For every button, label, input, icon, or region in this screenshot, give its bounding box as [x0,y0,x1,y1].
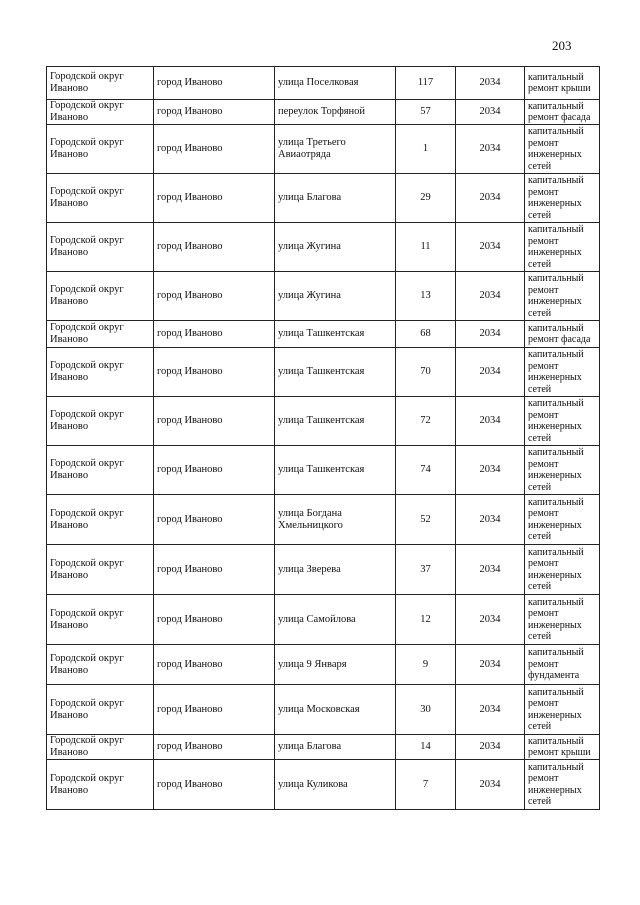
table-row [47,100,600,125]
house-number-cell: 74 [396,446,456,495]
city-cell: город Иваново [154,67,275,100]
street-cell: улица Поселковая [275,67,396,100]
table-row [47,735,600,760]
street-cell: улица Куликова [275,760,396,810]
city-cell: город Иваново [154,760,275,810]
city-cell: город Иваново [154,595,275,645]
city-cell: город Иваново [154,545,275,595]
district-cell: Городской округ Иваново [47,735,154,760]
work-type-cell: капитальный ремонт фасада [525,321,600,348]
city-cell: город Иваново [154,348,275,397]
district-cell: Городской округ Иваново [47,100,154,125]
house-number-cell: 37 [396,545,456,595]
house-number-cell: 29 [396,174,456,223]
year-cell: 2034 [456,223,525,272]
street-cell: улица Зверева [275,545,396,595]
work-type-cell: капитальный ремонт инженерных сетей [525,685,600,735]
table-row [47,595,600,645]
year-cell: 2034 [456,595,525,645]
table-row [47,348,600,397]
district-cell: Городской округ Иваново [47,67,154,100]
street-cell: улица Благова [275,735,396,760]
city-cell: город Иваново [154,272,275,321]
street-cell: улица Ташкентская [275,446,396,495]
work-type-cell: капитальный ремонт инженерных сетей [525,760,600,810]
work-type-cell: капитальный ремонт инженерных сетей [525,545,600,595]
city-cell: город Иваново [154,174,275,223]
house-number-cell: 7 [396,760,456,810]
city-cell: город Иваново [154,495,275,545]
year-cell: 2034 [456,545,525,595]
work-type-cell: капитальный ремонт инженерных сетей [525,348,600,397]
year-cell: 2034 [456,645,525,685]
house-number-cell: 30 [396,685,456,735]
year-cell: 2034 [456,67,525,100]
work-type-cell: капитальный ремонт инженерных сетей [525,223,600,272]
work-type-cell: капитальный ремонт инженерных сетей [525,272,600,321]
district-cell: Городской округ Иваново [47,495,154,545]
table-row [47,645,600,685]
city-cell: город Иваново [154,446,275,495]
street-cell: улица Жугина [275,272,396,321]
street-cell: улица 9 Января [275,645,396,685]
table-body [47,67,600,810]
district-cell: Городской округ Иваново [47,174,154,223]
house-number-cell: 68 [396,321,456,348]
street-cell: улица Ташкентская [275,321,396,348]
house-number-cell: 9 [396,645,456,685]
table-row [47,174,600,223]
table-row [47,67,600,100]
year-cell: 2034 [456,760,525,810]
district-cell: Городской округ Иваново [47,125,154,174]
house-number-cell: 72 [396,397,456,446]
city-cell: город Иваново [154,321,275,348]
year-cell: 2034 [456,272,525,321]
year-cell: 2034 [456,348,525,397]
district-cell: Городской округ Иваново [47,645,154,685]
year-cell: 2034 [456,321,525,348]
city-cell: город Иваново [154,125,275,174]
district-cell: Городской округ Иваново [47,760,154,810]
work-type-cell: капитальный ремонт инженерных сетей [525,174,600,223]
street-cell: улица Ташкентская [275,348,396,397]
year-cell: 2034 [456,495,525,545]
table-row [47,125,600,174]
house-number-cell: 11 [396,223,456,272]
street-cell: улица Самойлова [275,595,396,645]
city-cell: город Иваново [154,645,275,685]
work-type-cell: капитальный ремонт инженерных сетей [525,446,600,495]
district-cell: Городской округ Иваново [47,545,154,595]
work-type-cell: капитальный ремонт фундамента [525,645,600,685]
district-cell: Городской округ Иваново [47,397,154,446]
year-cell: 2034 [456,174,525,223]
district-cell: Городской округ Иваново [47,223,154,272]
table-row [47,272,600,321]
table-row [47,760,600,810]
page-number: 203 [552,38,572,53]
street-cell: улица Третьего Авиаотряда [275,125,396,174]
table-row [47,545,600,595]
house-number-cell: 14 [396,735,456,760]
street-cell: улица Ташкентская [275,397,396,446]
house-number-cell: 57 [396,100,456,125]
street-cell: улица Московская [275,685,396,735]
city-cell: город Иваново [154,100,275,125]
city-cell: город Иваново [154,685,275,735]
district-cell: Городской округ Иваново [47,595,154,645]
district-cell: Городской округ Иваново [47,321,154,348]
table-row [47,321,600,348]
street-cell: улица Благова [275,174,396,223]
house-number-cell: 1 [396,125,456,174]
work-type-cell: капитальный ремонт инженерных сетей [525,595,600,645]
city-cell: город Иваново [154,223,275,272]
table-row [47,223,600,272]
year-cell: 2034 [456,100,525,125]
year-cell: 2034 [456,685,525,735]
house-number-cell: 70 [396,348,456,397]
repair-schedule-table [46,66,600,810]
year-cell: 2034 [456,125,525,174]
district-cell: Городской округ Иваново [47,348,154,397]
year-cell: 2034 [456,397,525,446]
work-type-cell: капитальный ремонт фасада [525,100,600,125]
street-cell: улица Жугина [275,223,396,272]
table-row [47,397,600,446]
street-cell: переулок Торфяной [275,100,396,125]
work-type-cell: капитальный ремонт инженерных сетей [525,397,600,446]
street-cell: улица Богдана Хмельницкого [275,495,396,545]
city-cell: город Иваново [154,397,275,446]
year-cell: 2034 [456,446,525,495]
house-number-cell: 12 [396,595,456,645]
district-cell: Городской округ Иваново [47,272,154,321]
house-number-cell: 52 [396,495,456,545]
house-number-cell: 117 [396,67,456,100]
table-row [47,495,600,545]
work-type-cell: капитальный ремонт инженерных сетей [525,495,600,545]
house-number-cell: 13 [396,272,456,321]
work-type-cell: капитальный ремонт инженерных сетей [525,125,600,174]
work-type-cell: капитальный ремонт крыши [525,735,600,760]
year-cell: 2034 [456,735,525,760]
table-row [47,446,600,495]
district-cell: Городской округ Иваново [47,685,154,735]
city-cell: город Иваново [154,735,275,760]
work-type-cell: капитальный ремонт крыши [525,67,600,100]
district-cell: Городской округ Иваново [47,446,154,495]
table-row [47,685,600,735]
